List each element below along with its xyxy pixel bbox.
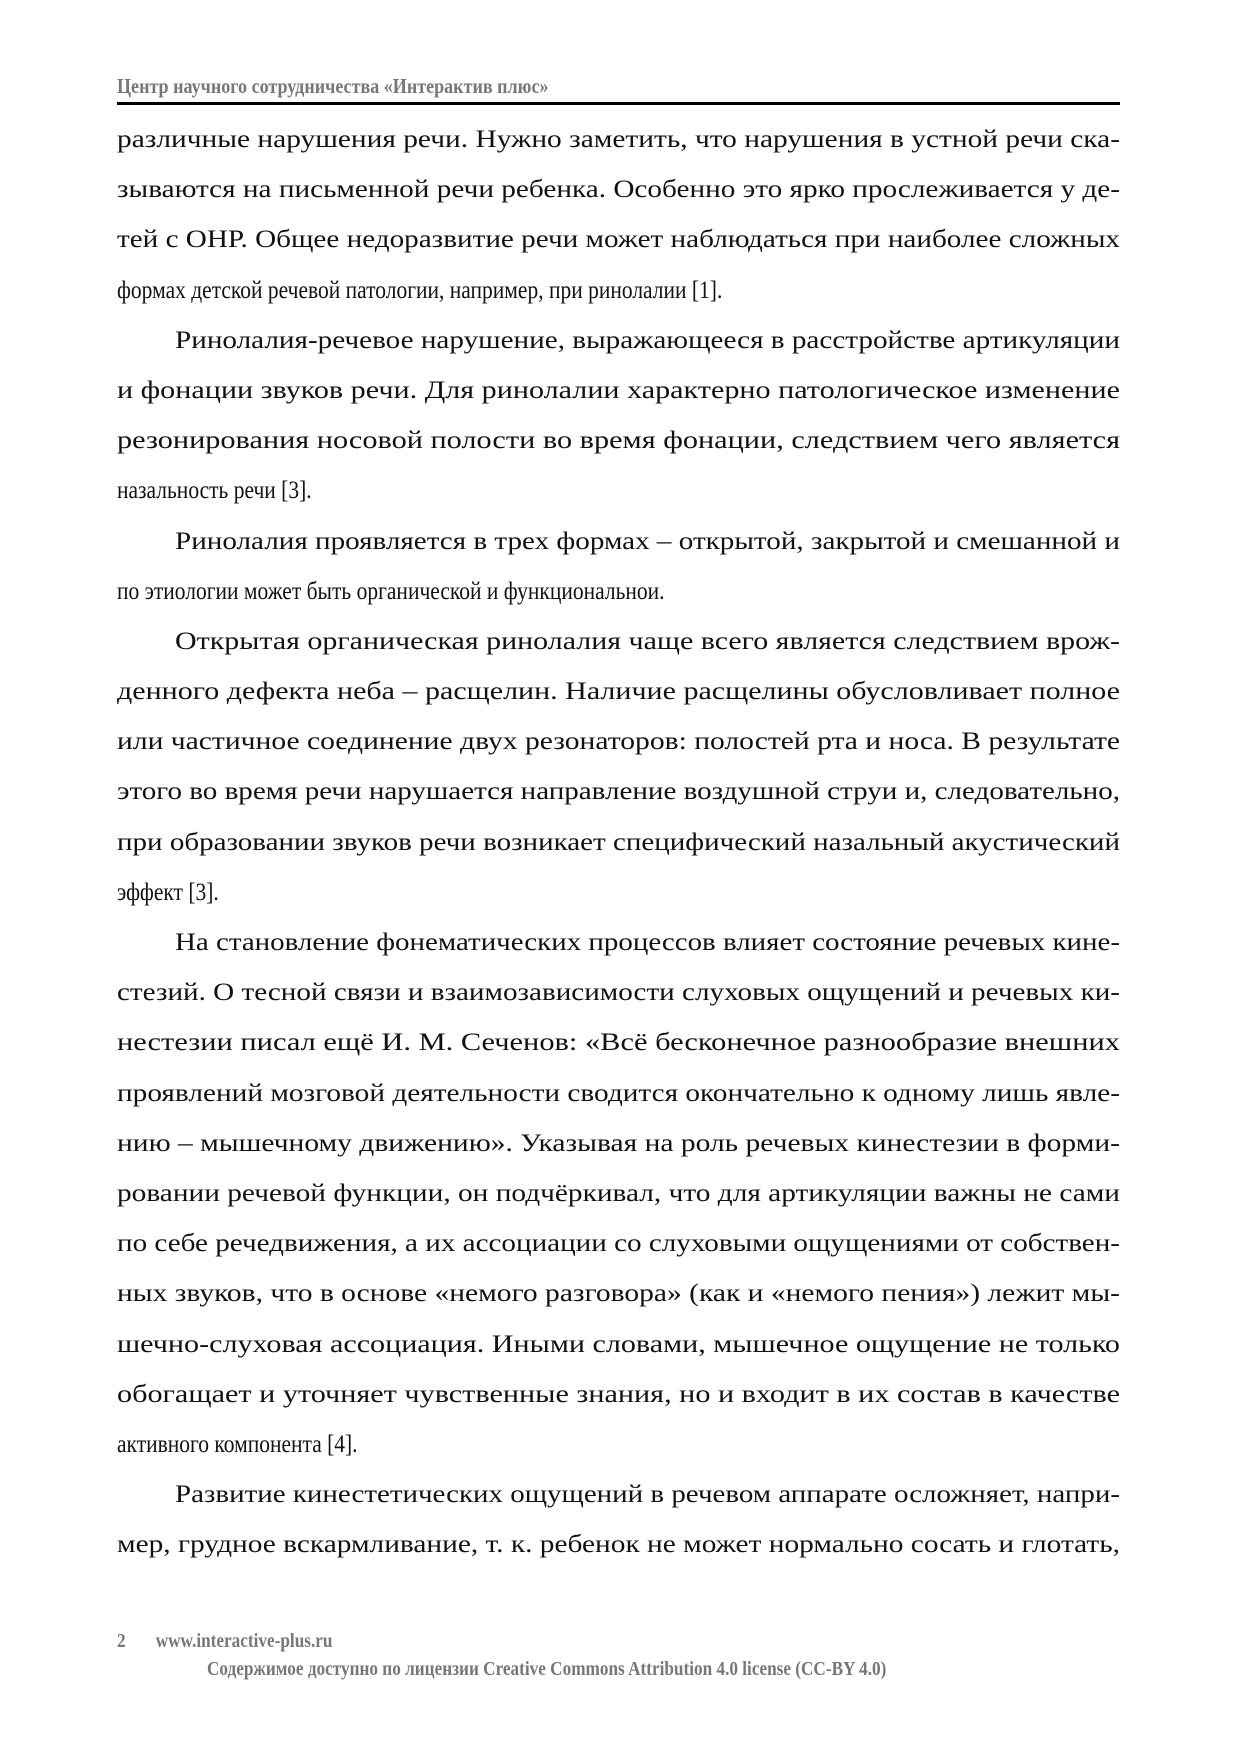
paragraph-line (117, 1420, 1120, 1470)
line-text: ровании речевой функции, он подчёркивал, что для артикуляции важны не сами (117, 1179, 1120, 1207)
line-text: обогащает и уточняет чувственные знания, но и входит в их состав в качестве (117, 1380, 1120, 1408)
line-text: при образовании звуков речи возникает специфический назальный акустический (117, 828, 1120, 856)
line-text: ных звуков, что в основе «немого разговора» (как и «немого пения») лежит мы- (117, 1280, 1120, 1308)
paragraph-line (117, 1470, 1120, 1520)
line-text: Ринолалия-речевое нарушение, выражающееся в расстройстве артикуляции (175, 326, 1120, 354)
paragraph-line (117, 517, 1120, 567)
paragraph-line (117, 717, 1120, 767)
paragraph-line (117, 767, 1120, 817)
line-text: резонирования носовой полости во время фонации, следствием чего является (117, 427, 1120, 455)
paragraph-line (117, 115, 1120, 165)
running-header: Центр научного сотрудничества «Интерактив плюс» (117, 74, 549, 98)
paragraph-line (117, 1169, 1120, 1219)
paragraph-line (117, 868, 1120, 918)
paragraph-line (117, 1069, 1120, 1119)
paragraph-line (117, 918, 1120, 968)
paragraph-line (117, 1320, 1120, 1370)
line-text: и фонации звуков речи. Для ринолалии характерно патологическое изменение (117, 376, 1120, 404)
paragraph-line (117, 416, 1120, 466)
paragraph-line (117, 1219, 1120, 1269)
line-text: формах детской речевой патологии, например, при ринолалии [1]. (117, 276, 723, 304)
line-text: Открытая органическая ринолалия чаще всего является следствием врож- (175, 627, 1120, 655)
line-text: мер, грудное вскармливание, т. к. ребенок не может нормально сосать и глотать, (117, 1531, 1120, 1559)
line-text: активного компонента [4]. (117, 1430, 358, 1458)
line-text: по себе речедвижения, а их ассоциации со слуховыми ощущениями от собствен- (117, 1230, 1120, 1258)
paragraph-line (117, 1520, 1120, 1570)
line-text: нию – мышечному движению». Указывая на роль речевых кинестезии в форми- (117, 1129, 1120, 1157)
paragraph-line (117, 165, 1120, 215)
paragraph-line (117, 266, 1120, 316)
license-notice: Содержимое доступно по лицензии Creative Commons Attribution 4.0 license (CC-BY 4.0) (207, 1658, 887, 1680)
paragraph-line (117, 316, 1120, 366)
page-number: 2 (117, 1630, 126, 1652)
paragraph-line (117, 968, 1120, 1018)
paragraph-line (117, 617, 1120, 667)
paragraph-line (117, 1018, 1120, 1068)
line-text: зываются на письменной речи ребенка. Особенно это ярко прослеживается у де- (117, 176, 1120, 204)
line-text: этого во время речи нарушается направление воздушной струи и, следовательно, (117, 778, 1120, 806)
footer-line (117, 1630, 332, 1653)
footer-url[interactable]: www.interactive-plus.ru (155, 1630, 333, 1652)
header-rule (117, 102, 1120, 105)
line-text: различные нарушения речи. Нужно заметить, что нарушения в устной речи ска- (117, 126, 1120, 153)
paragraph-line (117, 1269, 1120, 1319)
line-text: Развитие кинестетических ощущений в речевом аппарате осложняет, напри- (175, 1481, 1120, 1509)
line-text: по этиологии может быть органической и функциональнои. (117, 577, 665, 605)
paragraph-line (117, 215, 1120, 265)
line-text: проявлений мозговой деятельности сводится окончательно к одному лишь явле- (117, 1079, 1120, 1107)
line-text: денного дефекта неба – расщелин. Наличие расщелины обусловливает полное (117, 678, 1120, 706)
line-text: На становление фонематических процессов влияет состояние речевых кине- (175, 929, 1120, 956)
line-text: нестезии писал ещё И. М. Сеченов: «Всё бесконечное разнообразие внешних (117, 1029, 1120, 1057)
paragraph-line (117, 466, 1120, 516)
paragraph-line (117, 366, 1120, 416)
line-text: или частичное соединение двух резонаторов: полостей рта и носа. В результате (117, 728, 1120, 756)
line-text: шечно-слуховая ассоциация. Иными словами, мышечное ощущение не только (117, 1330, 1120, 1358)
line-text: эффект [3]. (117, 878, 219, 906)
line-text: стезий. О тесной связи и взаимозависимости слуховых ощущений и речевых ки- (117, 979, 1120, 1007)
article-body (117, 115, 1120, 1570)
paragraph-line (117, 567, 1120, 617)
line-text: Ринолалия проявляется в трех формах – открытой, закрытой и смешанной и (175, 527, 1120, 555)
paragraph-line (117, 818, 1120, 868)
line-text: тей с ОНР. Общее недоразвитие речи может наблюдаться при наиболее сложных (117, 226, 1120, 254)
paragraph-line (117, 667, 1120, 717)
paragraph-line (117, 1119, 1120, 1169)
line-text: назальность речи [3]. (117, 477, 312, 505)
paragraph-line (117, 1370, 1120, 1420)
